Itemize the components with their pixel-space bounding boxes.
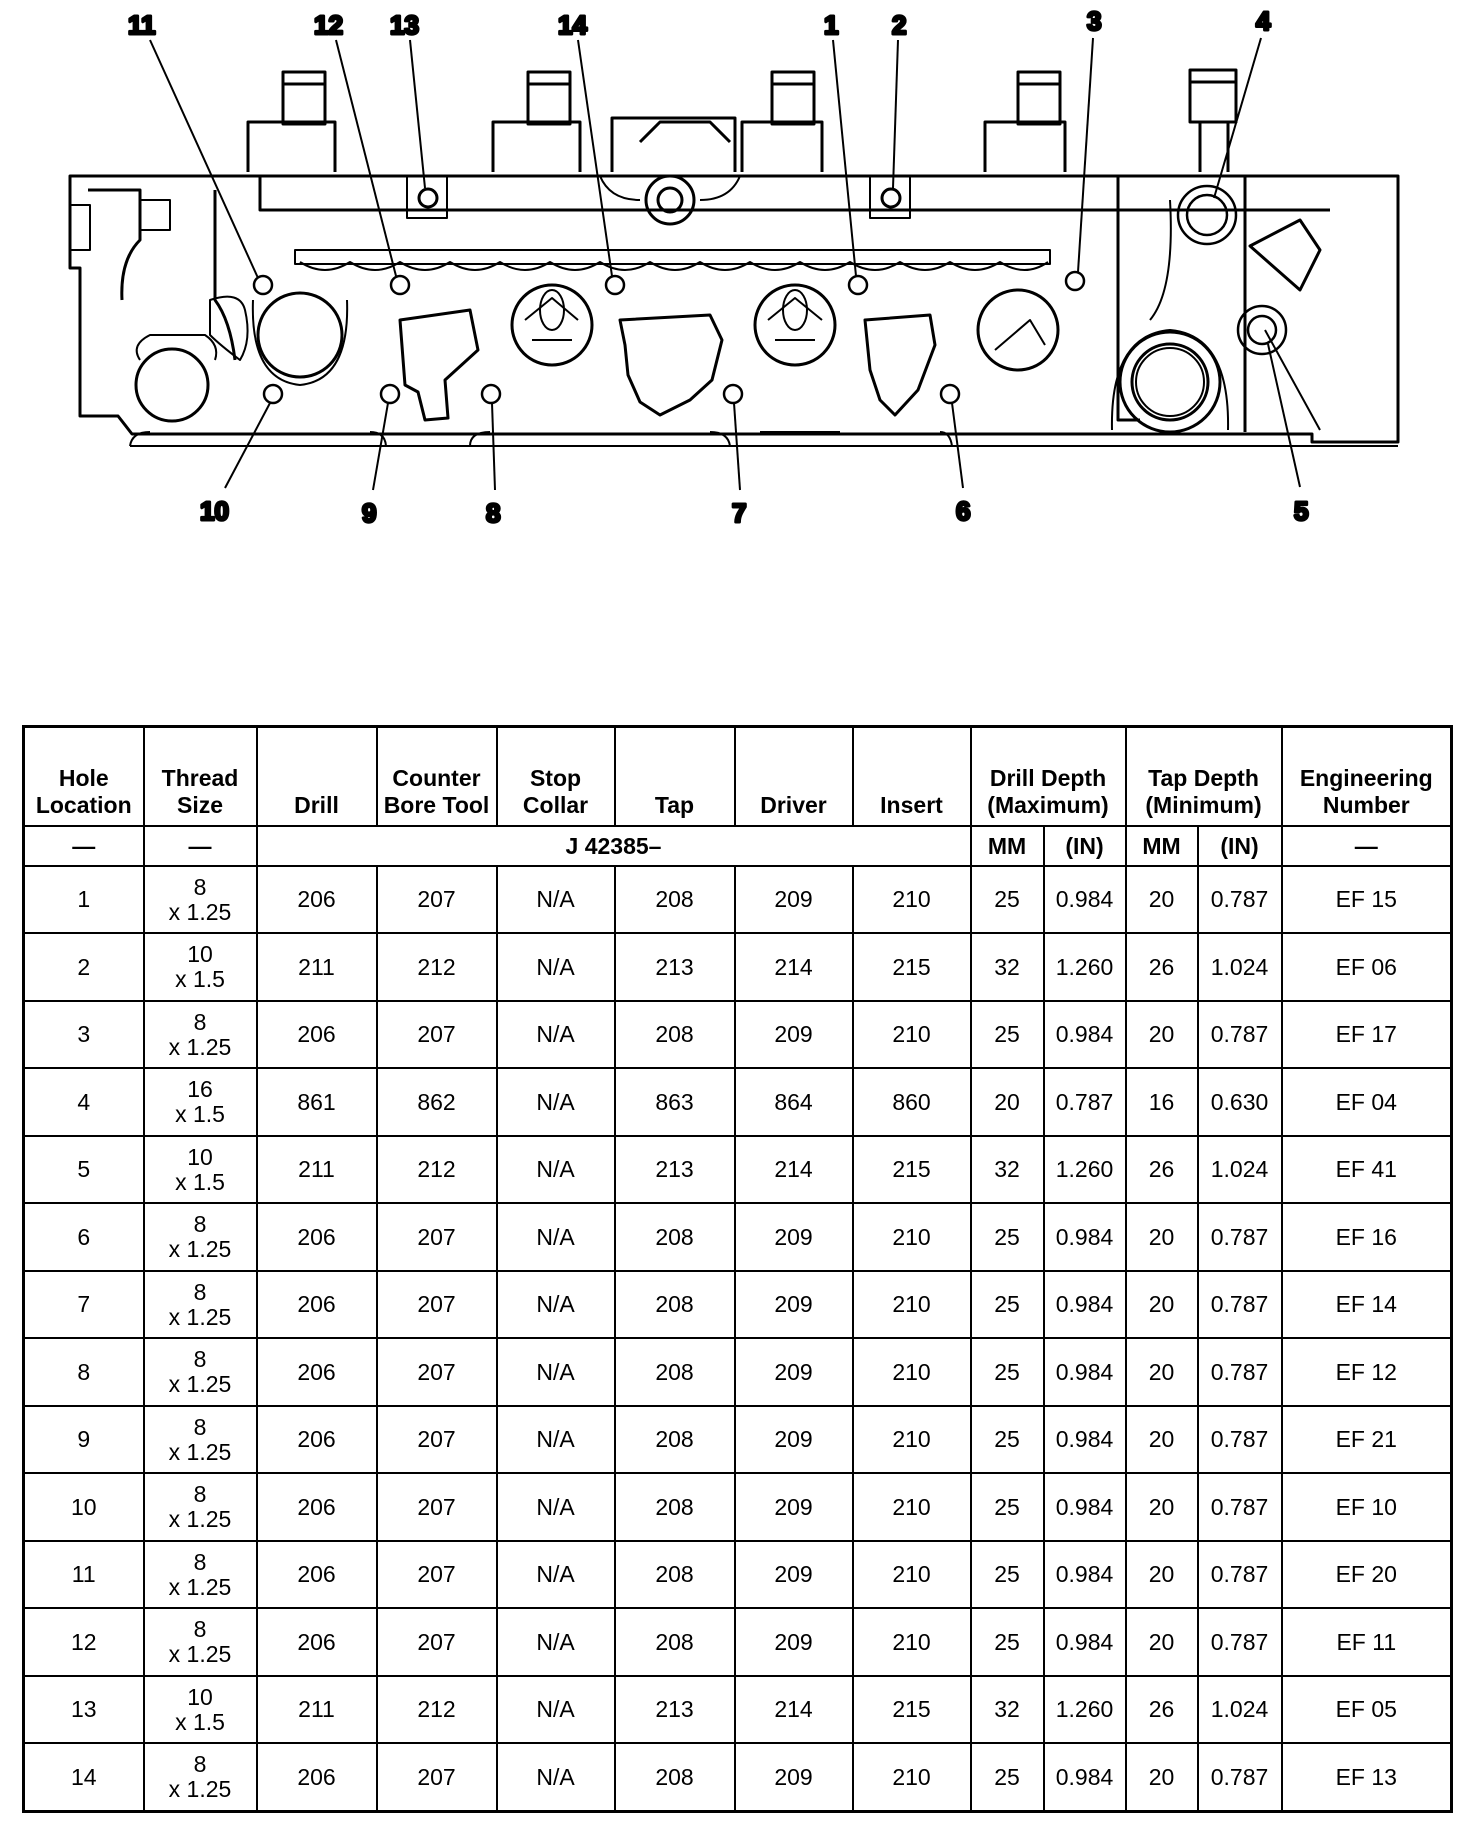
cell-insert: 210 <box>853 1541 971 1608</box>
table-row <box>24 1203 1452 1270</box>
thread-pitch: x 1.25 <box>168 1303 232 1330</box>
cell-cbore: 207 <box>377 866 497 933</box>
cell-thread-size <box>144 1136 257 1203</box>
subheader-row <box>24 826 1452 866</box>
cell-eng: EF 12 <box>1282 1338 1452 1405</box>
cell-tap-in: 0.787 <box>1198 1743 1282 1811</box>
cell-thread-size <box>144 1338 257 1405</box>
thread-diameter: 8 <box>193 1278 207 1305</box>
cell-cbore: 212 <box>377 1136 497 1203</box>
cell-cbore: 207 <box>377 1608 497 1675</box>
table-row <box>24 1406 1452 1473</box>
cell-hole: 9 <box>24 1406 144 1473</box>
thread-pitch: x 1.25 <box>168 1573 232 1600</box>
cell-hole: 6 <box>24 1203 144 1270</box>
cell-driver: 209 <box>735 1608 853 1675</box>
cell-drill: 206 <box>257 1541 377 1608</box>
cell-tap-in: 0.787 <box>1198 1203 1282 1270</box>
cell-drill-in: 0.984 <box>1044 1203 1126 1270</box>
thread-diameter: 10 <box>187 1683 213 1710</box>
cell-drill-in: 0.984 <box>1044 1473 1126 1540</box>
cell-stop: N/A <box>497 1473 615 1540</box>
cell-hole: 3 <box>24 1001 144 1068</box>
thread-pitch: x 1.25 <box>168 1033 232 1060</box>
cell-eng: EF 41 <box>1282 1136 1452 1203</box>
hole-9 <box>381 385 399 403</box>
cell-drill-mm: 25 <box>971 866 1044 933</box>
cell-thread-size <box>144 1001 257 1068</box>
cell-tap-mm: 20 <box>1126 1541 1198 1608</box>
table-row <box>24 866 1452 933</box>
subheader-thread-size: — <box>144 826 257 866</box>
cell-driver: 209 <box>735 1473 853 1540</box>
callout-4: 4 <box>1256 6 1271 36</box>
header-driver: Driver <box>735 727 853 827</box>
cell-tap: 208 <box>615 1608 735 1675</box>
cell-hole: 13 <box>24 1676 144 1743</box>
cell-eng: EF 06 <box>1282 933 1452 1000</box>
cell-hole: 14 <box>24 1743 144 1811</box>
cell-tap-mm: 26 <box>1126 1136 1198 1203</box>
callout-11: 11 <box>128 10 156 40</box>
cell-thread-size <box>144 866 257 933</box>
cell-tap-in: 1.024 <box>1198 1136 1282 1203</box>
cell-hole: 11 <box>24 1541 144 1608</box>
subheader-drill-in: (IN) <box>1044 826 1126 866</box>
cell-drill: 206 <box>257 1001 377 1068</box>
header-hole-location: Hole Location <box>24 727 144 827</box>
cell-cbore: 212 <box>377 1676 497 1743</box>
cell-tap-mm: 20 <box>1126 866 1198 933</box>
cell-stop: N/A <box>497 1068 615 1135</box>
cell-tap-in: 1.024 <box>1198 933 1282 1000</box>
cell-tap-mm: 20 <box>1126 1001 1198 1068</box>
cell-drill-mm: 25 <box>971 1473 1044 1540</box>
cell-drill-in: 1.260 <box>1044 933 1126 1000</box>
hole-10 <box>264 385 282 403</box>
cell-stop: N/A <box>497 1271 615 1338</box>
cell-eng: EF 15 <box>1282 866 1452 933</box>
cell-stop: N/A <box>497 1338 615 1405</box>
cell-driver: 209 <box>735 1338 853 1405</box>
cell-drill-in: 0.984 <box>1044 1541 1126 1608</box>
cell-drill: 211 <box>257 1136 377 1203</box>
cell-tap-in: 0.787 <box>1198 1338 1282 1405</box>
cell-tap: 213 <box>615 1136 735 1203</box>
cell-eng: EF 05 <box>1282 1676 1452 1743</box>
callout-12: 12 <box>314 10 343 40</box>
thread-diameter: 8 <box>193 1481 207 1508</box>
callout-1: 1 <box>824 10 839 40</box>
header-counter-bore-tool: Counter Bore Tool <box>377 727 497 827</box>
table-row <box>24 933 1452 1000</box>
thread-pitch: x 1.5 <box>175 1708 225 1735</box>
thread-diameter: 16 <box>187 1076 213 1103</box>
hole-1 <box>849 276 867 294</box>
table-row <box>24 1001 1452 1068</box>
thread-diameter: 8 <box>193 1548 207 1575</box>
callout-13: 13 <box>390 10 419 40</box>
cell-thread-size <box>144 1743 257 1811</box>
cell-eng: EF 21 <box>1282 1406 1452 1473</box>
cell-drill: 206 <box>257 866 377 933</box>
cell-cbore: 207 <box>377 1338 497 1405</box>
cell-drill-mm: 20 <box>971 1068 1044 1135</box>
cell-tap-mm: 20 <box>1126 1203 1198 1270</box>
cell-tap-mm: 16 <box>1126 1068 1198 1135</box>
callout-9: 9 <box>362 498 377 528</box>
thread-diameter: 8 <box>193 1346 207 1373</box>
header-drill-depth: Drill Depth (Maximum) <box>971 727 1126 827</box>
hole-6 <box>941 385 959 403</box>
cell-insert: 215 <box>853 1676 971 1743</box>
hole-13-boss <box>407 176 447 218</box>
cell-drill-mm: 32 <box>971 1136 1044 1203</box>
cell-hole: 7 <box>24 1271 144 1338</box>
cell-drill-mm: 25 <box>971 1743 1044 1811</box>
cell-thread-size <box>144 1541 257 1608</box>
callout-2: 2 <box>892 10 907 40</box>
cell-driver: 214 <box>735 933 853 1000</box>
cell-tap-mm: 20 <box>1126 1743 1198 1811</box>
cell-cbore: 207 <box>377 1271 497 1338</box>
cell-hole: 4 <box>24 1068 144 1135</box>
callout-8: 8 <box>486 498 501 528</box>
thread-pitch: x 1.25 <box>168 1776 232 1803</box>
cell-drill-mm: 25 <box>971 1541 1044 1608</box>
cell-eng: EF 16 <box>1282 1203 1452 1270</box>
cell-tap: 208 <box>615 1271 735 1338</box>
cell-drill-mm: 25 <box>971 1338 1044 1405</box>
cell-eng: EF 11 <box>1282 1608 1452 1675</box>
thread-pitch: x 1.25 <box>168 1438 232 1465</box>
cell-thread-size <box>144 1406 257 1473</box>
table-row <box>24 1608 1452 1675</box>
header-row <box>24 727 1452 827</box>
thread-diameter: 8 <box>193 1008 207 1035</box>
cell-cbore: 862 <box>377 1068 497 1135</box>
cell-insert: 215 <box>853 1136 971 1203</box>
cell-drill-in: 0.984 <box>1044 1743 1126 1811</box>
table-row <box>24 1676 1452 1743</box>
thread-pitch: x 1.25 <box>168 1371 232 1398</box>
thread-pitch: x 1.25 <box>168 1506 232 1533</box>
cell-cbore: 207 <box>377 1001 497 1068</box>
cell-tap-in: 0.787 <box>1198 1608 1282 1675</box>
cell-tap-in: 0.787 <box>1198 1541 1282 1608</box>
cell-insert: 210 <box>853 1473 971 1540</box>
cell-stop: N/A <box>497 1676 615 1743</box>
cell-tap: 208 <box>615 1743 735 1811</box>
hole-repair-spec-table <box>22 725 1453 1813</box>
cell-tap: 208 <box>615 1473 735 1540</box>
subheader-engineering-number: — <box>1282 826 1452 866</box>
hole-4 <box>1187 195 1227 235</box>
callout-7: 7 <box>732 498 747 528</box>
cell-tap: 213 <box>615 933 735 1000</box>
cell-drill: 206 <box>257 1473 377 1540</box>
cell-eng: EF 14 <box>1282 1271 1452 1338</box>
cell-stop: N/A <box>497 1608 615 1675</box>
cell-tap: 208 <box>615 1001 735 1068</box>
hole-12 <box>391 276 409 294</box>
cell-hole: 8 <box>24 1338 144 1405</box>
cell-stop: N/A <box>497 1203 615 1270</box>
thread-diameter: 8 <box>193 1751 207 1778</box>
cell-tap-mm: 26 <box>1126 933 1198 1000</box>
cell-drill-mm: 25 <box>971 1001 1044 1068</box>
cell-driver: 209 <box>735 1406 853 1473</box>
thread-pitch: x 1.25 <box>168 1236 232 1263</box>
cell-drill: 206 <box>257 1406 377 1473</box>
cell-drill: 206 <box>257 1608 377 1675</box>
cell-tap-in: 0.630 <box>1198 1068 1282 1135</box>
hole-2-boss <box>870 176 910 218</box>
cell-hole: 5 <box>24 1136 144 1203</box>
cell-drill: 206 <box>257 1338 377 1405</box>
thread-diameter: 8 <box>193 1616 207 1643</box>
cell-insert: 210 <box>853 866 971 933</box>
callout-14: 14 <box>558 10 587 40</box>
cell-tap: 208 <box>615 1406 735 1473</box>
cell-insert: 210 <box>853 1271 971 1338</box>
table-row <box>24 1271 1452 1338</box>
cell-stop: N/A <box>497 933 615 1000</box>
cell-drill-in: 0.787 <box>1044 1068 1126 1135</box>
cell-insert: 210 <box>853 1406 971 1473</box>
cell-thread-size <box>144 1068 257 1135</box>
cell-driver: 209 <box>735 1541 853 1608</box>
cell-insert: 215 <box>853 933 971 1000</box>
cylinder-head-diagram <box>0 0 1472 560</box>
cell-eng: EF 04 <box>1282 1068 1452 1135</box>
cell-drill: 206 <box>257 1203 377 1270</box>
header-tap: Tap <box>615 727 735 827</box>
cell-hole: 12 <box>24 1608 144 1675</box>
cell-thread-size <box>144 1608 257 1675</box>
cell-thread-size <box>144 1676 257 1743</box>
callout-10: 10 <box>200 496 229 526</box>
cell-driver: 209 <box>735 866 853 933</box>
cell-tap-in: 0.787 <box>1198 1473 1282 1540</box>
cell-hole: 10 <box>24 1473 144 1540</box>
hole-8 <box>482 385 500 403</box>
thread-pitch: x 1.5 <box>175 1101 225 1128</box>
cell-tap-in: 0.787 <box>1198 866 1282 933</box>
cell-tap-in: 0.787 <box>1198 1271 1282 1338</box>
cell-tap: 208 <box>615 1338 735 1405</box>
thread-pitch: x 1.5 <box>175 1168 225 1195</box>
thread-diameter: 8 <box>193 1211 207 1238</box>
cell-tap-in: 1.024 <box>1198 1676 1282 1743</box>
cell-tap-mm: 20 <box>1126 1406 1198 1473</box>
hole-3 <box>1066 272 1084 290</box>
thread-pitch: x 1.25 <box>168 898 232 925</box>
table-row <box>24 1068 1452 1135</box>
callout-6: 6 <box>956 496 971 526</box>
table-row <box>24 1136 1452 1203</box>
cell-thread-size <box>144 1271 257 1338</box>
hole-11 <box>254 276 272 294</box>
cell-driver: 864 <box>735 1068 853 1135</box>
cell-driver: 209 <box>735 1743 853 1811</box>
cell-drill: 206 <box>257 1743 377 1811</box>
cell-drill-in: 0.984 <box>1044 866 1126 933</box>
cell-tap-mm: 20 <box>1126 1473 1198 1540</box>
cell-driver: 209 <box>735 1271 853 1338</box>
cell-tap: 863 <box>615 1068 735 1135</box>
cell-drill-in: 0.984 <box>1044 1608 1126 1675</box>
subheader-drill-mm: MM <box>971 826 1044 866</box>
cell-drill: 211 <box>257 1676 377 1743</box>
cell-eng: EF 13 <box>1282 1743 1452 1811</box>
hole-5 <box>1248 316 1276 344</box>
cell-hole: 2 <box>24 933 144 1000</box>
thread-diameter: 10 <box>187 1143 213 1170</box>
table-row <box>24 1473 1452 1540</box>
cell-tap: 208 <box>615 866 735 933</box>
table-body <box>24 866 1452 1812</box>
table-row <box>24 1338 1452 1405</box>
cell-eng: EF 17 <box>1282 1001 1452 1068</box>
cell-drill-mm: 25 <box>971 1203 1044 1270</box>
cell-insert: 210 <box>853 1203 971 1270</box>
cell-drill-in: 0.984 <box>1044 1338 1126 1405</box>
cell-tap: 213 <box>615 1676 735 1743</box>
cell-drill-in: 1.260 <box>1044 1136 1126 1203</box>
cell-drill-mm: 32 <box>971 1676 1044 1743</box>
table-row <box>24 1541 1452 1608</box>
cell-drill: 206 <box>257 1271 377 1338</box>
cell-drill-in: 0.984 <box>1044 1271 1126 1338</box>
thread-pitch: x 1.5 <box>175 966 225 993</box>
cell-insert: 210 <box>853 1743 971 1811</box>
cell-driver: 209 <box>735 1001 853 1068</box>
cell-drill-mm: 25 <box>971 1406 1044 1473</box>
cell-drill-mm: 25 <box>971 1271 1044 1338</box>
thread-diameter: 10 <box>187 941 213 968</box>
cell-driver: 214 <box>735 1676 853 1743</box>
header-insert: Insert <box>853 727 971 827</box>
cell-cbore: 207 <box>377 1473 497 1540</box>
cell-cbore: 207 <box>377 1743 497 1811</box>
cell-thread-size <box>144 1203 257 1270</box>
cell-tap-mm: 20 <box>1126 1271 1198 1338</box>
thread-diameter: 8 <box>193 873 207 900</box>
cell-tap-in: 0.787 <box>1198 1001 1282 1068</box>
hole-7 <box>724 385 742 403</box>
header-stop-collar: Stop Collar <box>497 727 615 827</box>
cell-cbore: 207 <box>377 1406 497 1473</box>
cell-stop: N/A <box>497 866 615 933</box>
thread-diameter: 8 <box>193 1413 207 1440</box>
cell-eng: EF 10 <box>1282 1473 1452 1540</box>
cell-tap: 208 <box>615 1541 735 1608</box>
cell-drill: 861 <box>257 1068 377 1135</box>
cell-drill-in: 0.984 <box>1044 1001 1126 1068</box>
callout-3: 3 <box>1087 6 1102 36</box>
cell-tap-mm: 26 <box>1126 1676 1198 1743</box>
cell-stop: N/A <box>497 1743 615 1811</box>
cell-drill-in: 0.984 <box>1044 1406 1126 1473</box>
subheader-tap-mm: MM <box>1126 826 1198 866</box>
cell-insert: 210 <box>853 1338 971 1405</box>
cell-stop: N/A <box>497 1136 615 1203</box>
cell-tap-mm: 20 <box>1126 1608 1198 1675</box>
cell-driver: 209 <box>735 1203 853 1270</box>
cell-stop: N/A <box>497 1406 615 1473</box>
cell-tap-in: 0.787 <box>1198 1406 1282 1473</box>
cell-stop: N/A <box>497 1541 615 1608</box>
thread-pitch: x 1.25 <box>168 1641 232 1668</box>
cell-tap: 208 <box>615 1203 735 1270</box>
cell-hole: 1 <box>24 866 144 933</box>
cell-thread-size <box>144 1473 257 1540</box>
header-thread-size: Thread Size <box>144 727 257 827</box>
cell-drill-mm: 32 <box>971 933 1044 1000</box>
cell-cbore: 212 <box>377 933 497 1000</box>
cell-drill: 211 <box>257 933 377 1000</box>
cell-driver: 214 <box>735 1136 853 1203</box>
cell-cbore: 207 <box>377 1541 497 1608</box>
cell-stop: N/A <box>497 1001 615 1068</box>
subheader-hole-location: — <box>24 826 144 866</box>
cell-eng: EF 20 <box>1282 1541 1452 1608</box>
cell-drill-mm: 25 <box>971 1608 1044 1675</box>
cell-insert: 210 <box>853 1001 971 1068</box>
table-row <box>24 1743 1452 1811</box>
cell-drill-in: 1.260 <box>1044 1676 1126 1743</box>
callout-5: 5 <box>1294 496 1309 526</box>
cell-thread-size <box>144 933 257 1000</box>
cell-insert: 210 <box>853 1608 971 1675</box>
header-tap-depth: Tap Depth (Minimum) <box>1126 727 1282 827</box>
subheader-tool-prefix: J 42385– <box>257 826 971 866</box>
header-engineering-number: Engineering Number <box>1282 727 1452 827</box>
subheader-tap-in: (IN) <box>1198 826 1282 866</box>
header-drill: Drill <box>257 727 377 827</box>
cell-cbore: 207 <box>377 1203 497 1270</box>
cell-tap-mm: 20 <box>1126 1338 1198 1405</box>
cell-insert: 860 <box>853 1068 971 1135</box>
hole-14 <box>606 276 624 294</box>
